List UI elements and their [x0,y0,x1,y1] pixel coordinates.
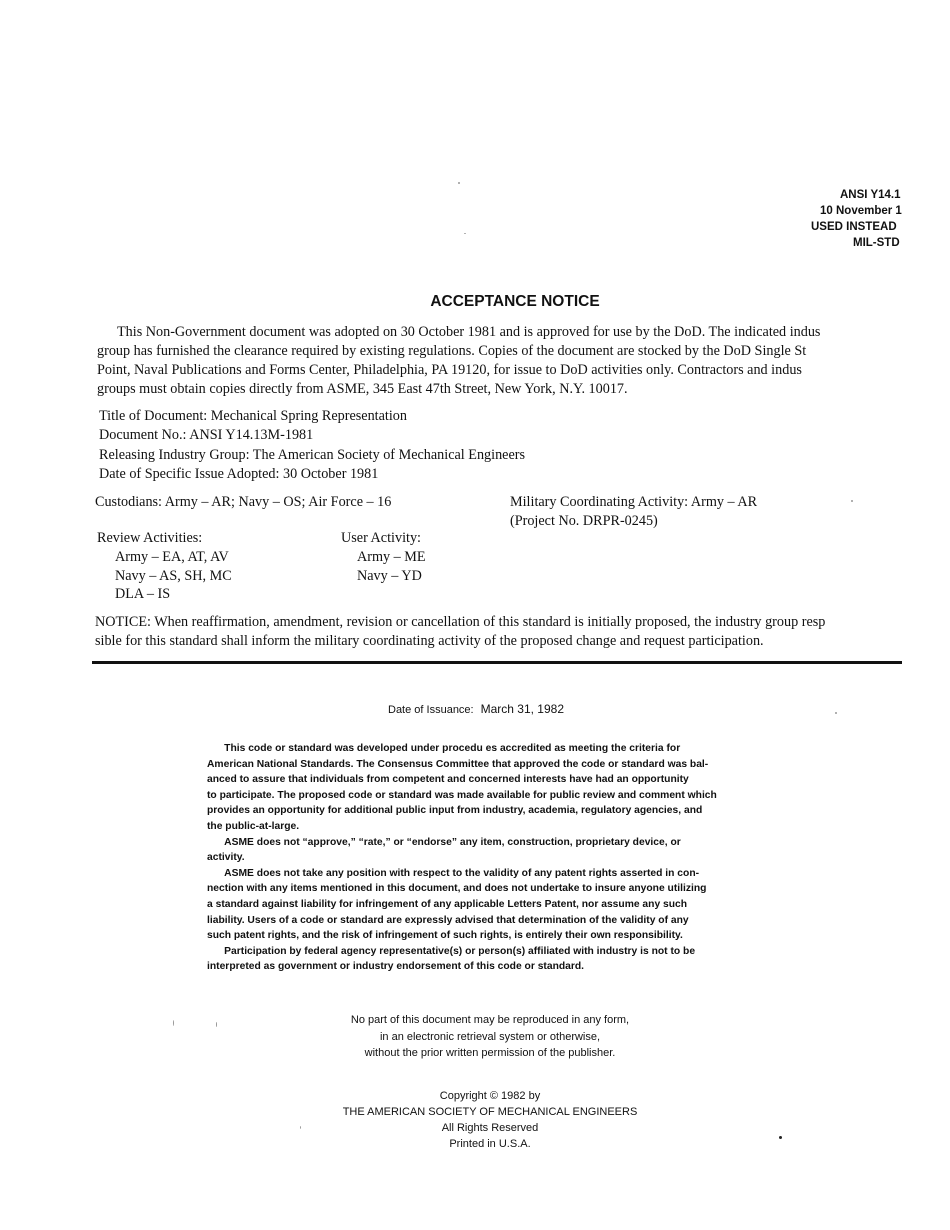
body-text-line: anced to assure that individuals from competent and concerned interests have had an opportunity [207,774,689,786]
reproduction-line: without the prior written permission of the publisher. [364,1047,616,1059]
copyright-printed: Printed in U.S.A. [449,1138,531,1150]
reproduction-line: in an electronic retrieval system or otherwise, [379,1031,601,1043]
issuance-label: Date of Issuance: [388,704,474,716]
acceptance-notice-title: ACCEPTANCE NOTICE [430,293,600,310]
body-text-line: activity. [207,852,245,864]
user-activity-item: Navy – YD [357,568,422,584]
scan-speck [851,500,853,502]
issue-date-field: Date of Specific Issue Adopted: 30 October 1981 [99,466,379,482]
body-text-line: This code or standard was developed under procedu es accredited as meeting the criteria for [207,743,681,754]
copyright-publisher: THE AMERICAN SOCIETY OF MECHANICAL ENGINEERS [342,1106,638,1118]
body-text-line: American National Standards. The Consensus Committee that approved the code or standard was bal- [207,758,709,770]
body-text-line: provides an opportunity for additional public input from industry, academia, regulatory agencies, and [207,805,703,817]
scan-speck [300,1126,301,1129]
military-coordinating-activity: Military Coordinating Activity: Army – AR [510,494,758,510]
date-of-issuance [388,702,564,716]
review-activity-item: DLA – IS [115,586,171,602]
review-activity-item: Army – EA, AT, AV [115,549,229,565]
notice-paragraph-line: This Non-Government document was adopted on 30 October 1981 and is approved for use by the DoD. The indicated indus [117,324,821,340]
issuance-date: March 31, 1982 [480,702,564,716]
notice-footer-line: NOTICE: When reaffirmation, amendment, revision or cancellation of this standard is initially proposed, the industry group resp [95,614,826,630]
body-text-line: nection with any items mentioned in this document, and does not undertake to insure anyone utilizing [207,883,707,895]
body-text-line: to participate. The proposed code or standard was made available for public review and comment which [207,789,717,801]
copyright-line: Copyright © 1982 by [439,1090,541,1102]
notice-footer-line: sible for this standard shall inform the military coordinating activity of the proposed change and request participation. [95,633,764,649]
document-title-field: Title of Document: Mechanical Spring Representation [99,408,407,424]
body-text-line: ASME does not take any position with respect to the validity of any patent rights asserted in con- [207,867,700,879]
body-text-line: the public-at-large. [207,821,300,832]
body-text-line: Participation by federal agency representative(s) or person(s) affiliated with industry is not to be [207,945,696,957]
scan-speck [173,1020,174,1026]
document-number-field: Document No.: ANSI Y14.13M-1981 [99,427,314,443]
scan-speck [464,233,466,234]
header-used-instead: USED INSTEAD [811,221,897,233]
scan-speck [458,182,460,184]
body-text-line: such patent rights, and the risk of infringement of such rights, is entirely their own responsibility. [207,930,683,942]
releasing-group-field: Releasing Industry Group: The American Society of Mechanical Engineers [99,447,526,463]
review-activity-item: Navy – AS, SH, MC [115,568,232,584]
user-activity-item: Army – ME [357,549,426,565]
header-mil-std: MIL-STD [853,237,900,249]
body-text-line: interpreted as government or industry endorsement of this code or standard. [207,961,585,973]
header-standard-number: ANSI Y14.1 [840,189,901,201]
document-header-block [760,189,950,251]
notice-paragraph-line: group has furnished the clearance required by existing regulations. Copies of the document are stocked by the DoD Single St [97,343,807,359]
notice-paragraph-line: groups must obtain copies directly from ASME, 345 East 47th Street, New York, N.Y. 10017. [97,381,628,397]
scan-speck [779,1136,782,1139]
copyright-rights: All Rights Reserved [441,1122,539,1134]
scan-speck [835,712,837,714]
header-date: 10 November 1 [820,205,902,217]
review-activities-label: Review Activities: [97,530,203,546]
body-text-line: ASME does not “approve,” “rate,” or “endorse” any item, construction, proprietary device, or [207,836,681,848]
body-text-line: liability. Users of a code or standard are expressly advised that determination of the validity of any [207,914,689,926]
section-divider [92,661,902,664]
user-activity-label: User Activity: [341,530,421,546]
custodians-line: Custodians: Army – AR; Navy – OS; Air Force – 16 [95,494,392,510]
reproduction-line: No part of this document may be reproduced in any form, [350,1014,630,1026]
scan-speck [216,1022,217,1027]
notice-paragraph-line: Point, Naval Publications and Forms Center, Philadelphia, PA 19120, for issue to DoD activities only. Contractors and indus [97,362,802,378]
project-number: (Project No. DRPR-0245) [510,513,658,529]
body-text-line: a standard against liability for infringement of any applicable Letters Patent, nor assume any such [207,899,688,910]
